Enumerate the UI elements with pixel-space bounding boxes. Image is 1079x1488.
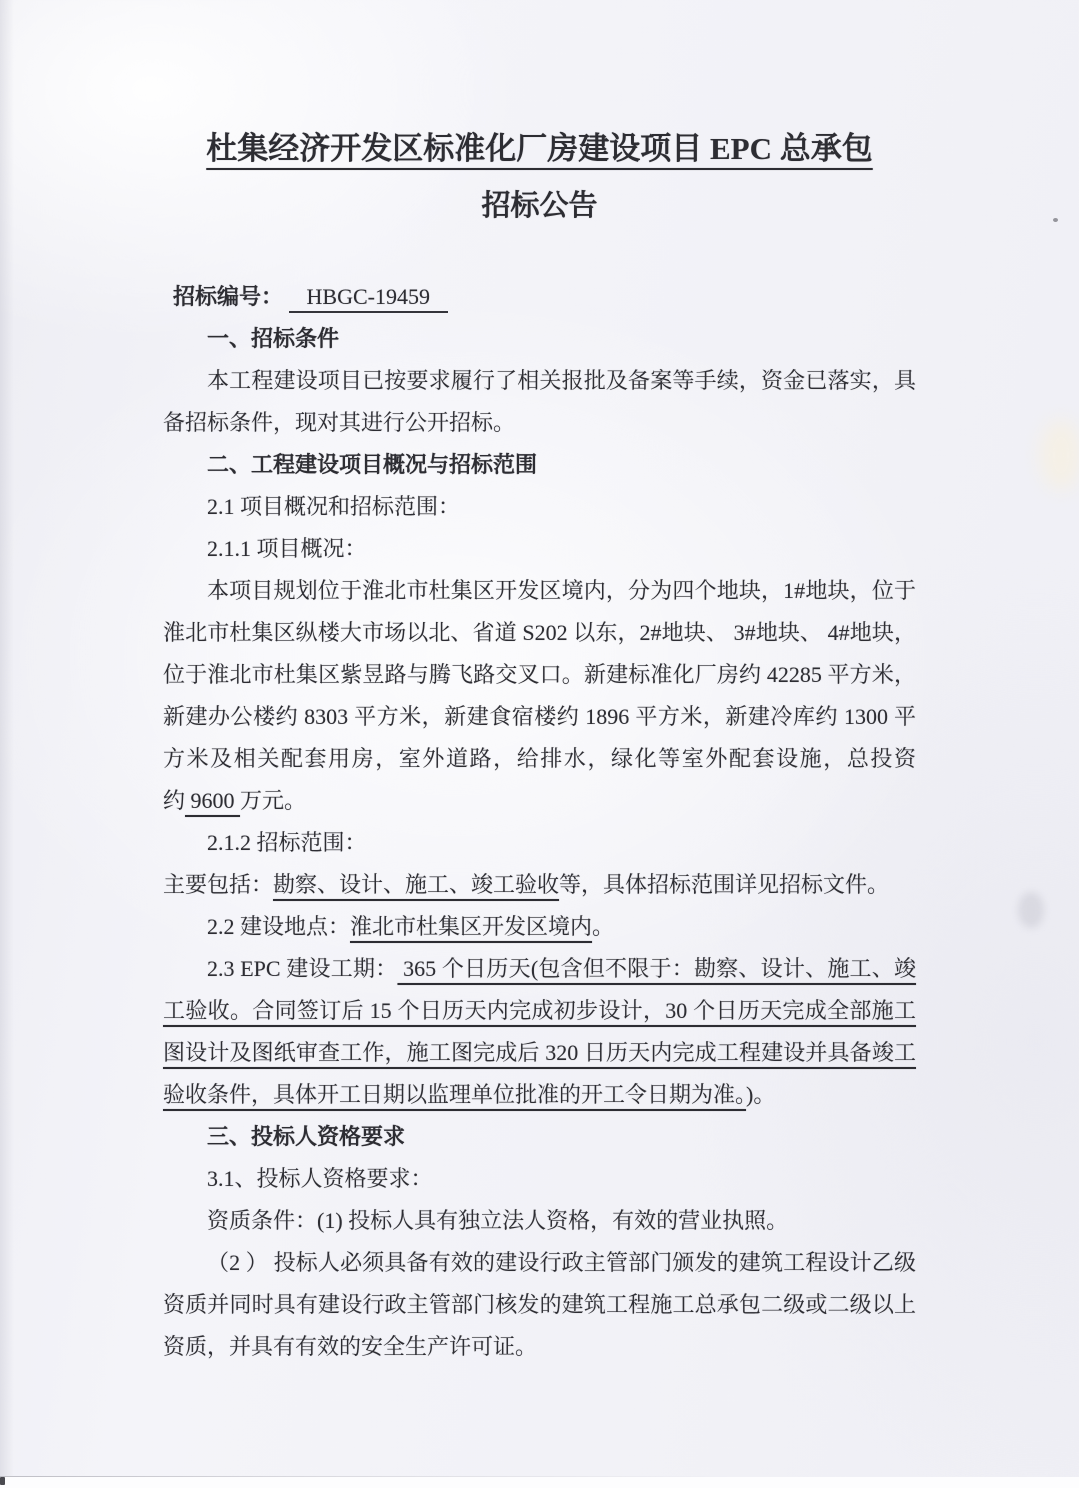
tender-number-line	[173, 276, 916, 318]
bid-scope-lead: 主要包括：	[163, 872, 274, 897]
scan-stain	[1040, 420, 1079, 490]
tender-number-value: HBGC-19459	[289, 284, 448, 313]
scan-smudge	[1018, 892, 1044, 928]
clause-2-3-duration	[163, 948, 916, 1116]
section-1-paragraph: 本工程建设项目已按要求履行了相关报批及备案等手续，资金已落实，具备招标条件，现对其进行公开招标。	[163, 368, 916, 435]
document-title	[163, 126, 916, 172]
location-value: 淮北市杜集区开发区境内	[350, 914, 593, 939]
qualification-item-2: （2 ） 投标人必须具备有效的建设行政主管部门颁发的建筑工程设计乙级资质并同时具有建设行政主管部门核发的建筑工程施工总承包二级或二级以上资质，并具有有效的安全生产许可证。	[163, 1250, 916, 1359]
section-3-heading: 三、投标人资格要求	[207, 1124, 406, 1149]
bid-scope-tail: 等，具体招标范围详见招标文件。	[559, 872, 890, 897]
document-title-line1: 杜集经济开发区标准化厂房建设项目 EPC 总承包	[206, 131, 873, 166]
duration-detail: 365 个日历天(包含但不限于：勘察、设计、施工、竣工验收。合同签订后 15 个日历天内完成初步设计，30 个日历天完成全部施工图设计及图纸审查工作，施工图完成后 320 日历天内完成工程建设并具备竣工验收条件，具体开工日期以监理单位批准的开工令日期为准。	[163, 956, 917, 1107]
project-overview-tail: 万元。	[240, 788, 307, 813]
scan-bottom-strip	[0, 1477, 1079, 1488]
bid-scope-paragraph	[163, 864, 916, 906]
document-subtitle: 招标公告	[481, 190, 598, 222]
clause-2-1-1: 2.1.1 项目概况：	[207, 536, 367, 561]
section-2-heading: 二、工程建设项目概况与招标范围	[207, 452, 538, 477]
total-investment-value: 9600	[185, 788, 241, 813]
clause-2-1-2: 2.1.2 招标范围：	[207, 830, 367, 855]
clause-3-1: 3.1、投标人资格要求：	[207, 1166, 433, 1191]
location-tail: 。	[592, 914, 615, 939]
section-1-heading: 一、招标条件	[207, 326, 340, 351]
clause-2-2-location	[163, 906, 916, 948]
scan-speck	[1053, 218, 1058, 222]
duration-label: 2.3 EPC 建设工期：	[207, 956, 398, 981]
tender-number-label: 招标编号：	[173, 284, 284, 309]
scan-left-shadow	[0, 0, 14, 1488]
duration-tail: )。	[746, 1082, 776, 1107]
clause-2-1: 2.1 项目概况和招标范围：	[207, 494, 461, 519]
project-overview-text: 本项目规划位于淮北市杜集区开发区境内，分为四个地块，1#地块，位于淮北市杜集区纵楼大市场以北、省道 S202 以东，2#地块、 3#地块、 4#地块，位于淮北市杜集区紫昱路与腾飞路交叉口。新建标准化厂房约 42285 平方米，新建办公楼约 8303 平方米，新建食宿楼约 1896 平方米，新建冷库约 1300 平方米及相关配套用房，室外道路，给排水，绿化等室外配套设施，总投资约	[163, 578, 916, 813]
location-label: 2.2 建设地点：	[207, 914, 351, 939]
project-overview-paragraph	[163, 570, 916, 822]
bid-scope-items: 勘察、设计、施工、竣工验收	[273, 872, 560, 897]
scan-corner-mark	[0, 1477, 5, 1485]
qualification-item-1: 资质条件：(1) 投标人具有独立法人资格，有效的营业执照。	[207, 1208, 789, 1233]
document-body	[163, 0, 916, 1368]
